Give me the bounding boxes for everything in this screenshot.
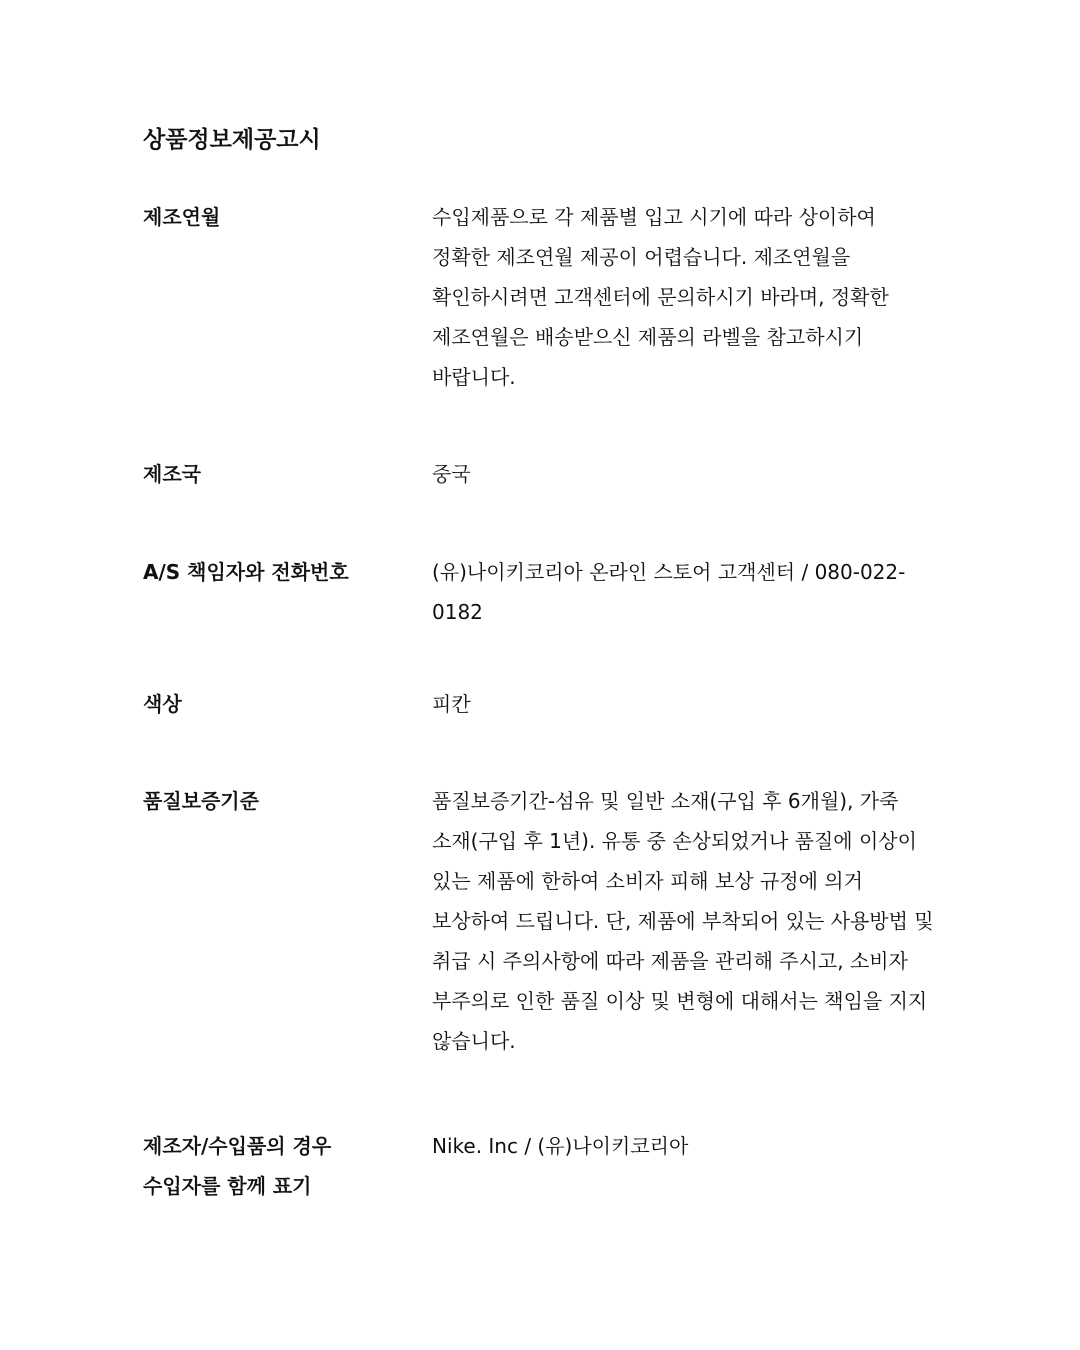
row-value: 피칸 [432, 692, 471, 716]
row-value: 품질보증기간-섬유 및 일반 소재(구입 후 6개월), 가죽 소재(구입 후 1년). 유통 중 손상되었거나 품질에 이상이 있는 제품에 한하여 소비자 피해 보상 규정에 의거 보상하여 드립니다. 단, 제품에 부착되어 있는 사용방법 및 취급 시 주의사항에 따라 제품을 관리해 주시고, 소비자 부주의로 인한 품질 이상 및 변형에 대해서는 책임을 지지 않습니다. [432, 789, 934, 1053]
row-label: 색상 [143, 692, 182, 716]
row-label: 제조자/수입품의 경우 수입자를 함께 표기 [143, 1134, 332, 1198]
row-value: 중국 [432, 462, 471, 486]
row-label: 제조연월 [143, 205, 221, 229]
row-value: Nike. Inc / (유)나이키코리아 [432, 1134, 689, 1158]
row-label: A/S 책임자와 전화번호 [143, 560, 349, 584]
row-value: 수입제품으로 각 제품별 입고 시기에 따라 상이하여 정확한 제조연월 제공이 어렵습니다. 제조연월을 확인하시려면 고객센터에 문의하시기 바라며, 정확한 제조연월은 배송받으신 제품의 라벨을 참고하시기 바랍니다. [432, 205, 889, 389]
row-label: 품질보증기준 [143, 789, 259, 813]
row-value: (유)나이키코리아 온라인 스토어 고객센터 / 080-022-0182 [432, 560, 906, 624]
row-label: 제조국 [143, 462, 201, 486]
page-title: 상품정보제공고시 [143, 127, 321, 153]
